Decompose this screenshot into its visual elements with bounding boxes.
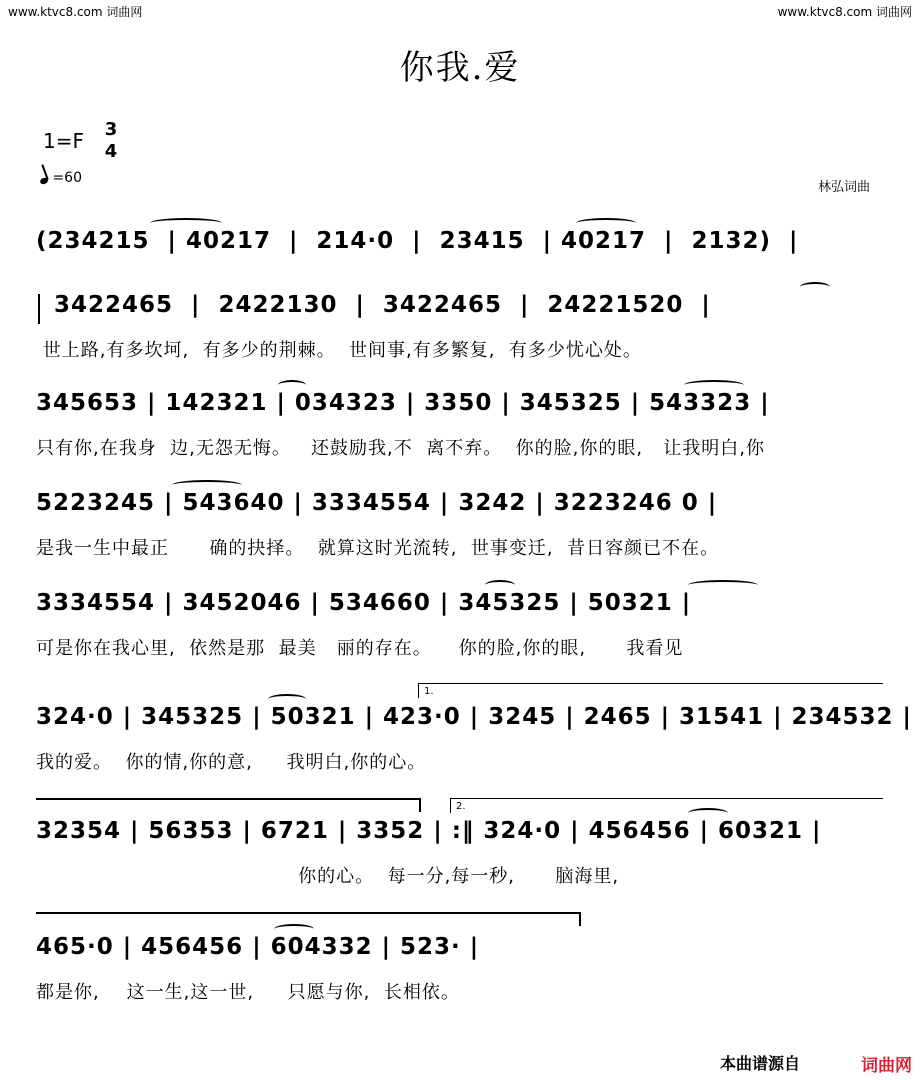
time-signature-top: 3 [104, 119, 118, 140]
lyric-line: 我的爱。 你的情,你的意, 我明白,你的心。 [36, 752, 427, 773]
song-title: 你我.爱 [399, 48, 521, 88]
tie-mark [684, 380, 744, 390]
source-note: 本曲谱源自 [719, 1054, 800, 1073]
second-ending-bracket [450, 798, 883, 813]
score-row-5 [0, 704, 920, 773]
notation-line: (234215 | 40217 | 214·0 | 23415 | 40217 | 2132) | [36, 228, 799, 254]
first-ending-continuation [36, 798, 420, 800]
score-row-7 [0, 934, 920, 1003]
lyric-line: 是我一生中最正 确的抉择。 就算这时光流转, 世事变迁, 昔日容颜已不在。 [36, 538, 720, 559]
notation-line: 3334554 | 3452046 | 534660 | 345325 | 50321 | [36, 590, 692, 616]
quarter-note-icon [39, 177, 49, 185]
tie-mark [688, 808, 728, 818]
score-row-6 [0, 818, 920, 887]
score-row-3 [0, 490, 920, 559]
notation-line: 3422465 | 2422130 | 3422465 | 24221520 | [36, 292, 711, 318]
tie-mark [800, 282, 830, 292]
score-row-intro [0, 228, 920, 288]
brand-logo[interactable]: 词曲网 [861, 1056, 912, 1076]
score-row-4 [0, 590, 920, 659]
tie-mark [150, 218, 222, 228]
notation-line: 465·0 | 456456 | 604332 | 523· | [36, 934, 480, 960]
score-row-1 [0, 292, 920, 361]
tie-mark [688, 580, 758, 590]
lyric-line: 只有你,在我身 边,无怨无悔。 还鼓励我,不 离不弃。 你的脸,你的眼, 让我明白,你 [36, 438, 765, 459]
tie-mark [485, 580, 515, 590]
score-row-2 [0, 390, 920, 459]
notation-line: 32354 | 56353 | 6721 | 3352 | :‖ 324·0 | 456456 | 60321 | [36, 818, 822, 844]
notation-line: 5223245 | 543640 | 3334554 | 3242 | 3223246 0 | [36, 490, 718, 516]
lyric-line: 世上路,有多坎坷, 有多少的荆棘。 世间事,有多繁复, 有多少忧心处。 [36, 340, 642, 361]
second-ending-end [579, 912, 581, 926]
notation-line: 345653 | 142321 | 034323 | 3350 | 345325 | 543323 | [36, 390, 770, 416]
tempo-value: =60 [52, 170, 82, 186]
tie-mark [278, 380, 306, 390]
key-signature: 1=F [43, 129, 84, 153]
first-ending-label: 1. [424, 686, 434, 697]
second-ending-continuation [36, 912, 580, 914]
lyric-line: 你的心。 每一分,每一秒, 脑海里, [36, 866, 620, 887]
author-credit: 林弘词曲 [818, 180, 871, 195]
second-ending-label: 2. [456, 801, 466, 812]
tempo-marking [40, 170, 82, 186]
tie-mark [172, 480, 242, 490]
repeat-start-sign [38, 294, 44, 324]
first-ending-bracket [418, 683, 883, 698]
notation-line: 324·0 | 345325 | 50321 | 423·0 | 3245 | 2465 | 31541 | 234532 | [36, 704, 912, 730]
lyric-line: 可是你在我心里, 依然是那 最美 丽的存在。 你的脸,你的眼, 我看见 [36, 638, 684, 659]
site-url-right[interactable]: www.ktvc8.com 词曲网 [777, 5, 912, 19]
time-signature [102, 119, 120, 163]
tie-mark [576, 218, 636, 228]
site-url-left[interactable]: www.ktvc8.com 词曲网 [8, 5, 143, 19]
first-ending-end [419, 798, 421, 812]
time-signature-bottom: 4 [104, 141, 118, 162]
tie-mark [268, 694, 306, 704]
lyric-line: 都是你, 这一生,这一世, 只愿与你, 长相依。 [36, 982, 460, 1003]
tie-mark [274, 924, 314, 934]
